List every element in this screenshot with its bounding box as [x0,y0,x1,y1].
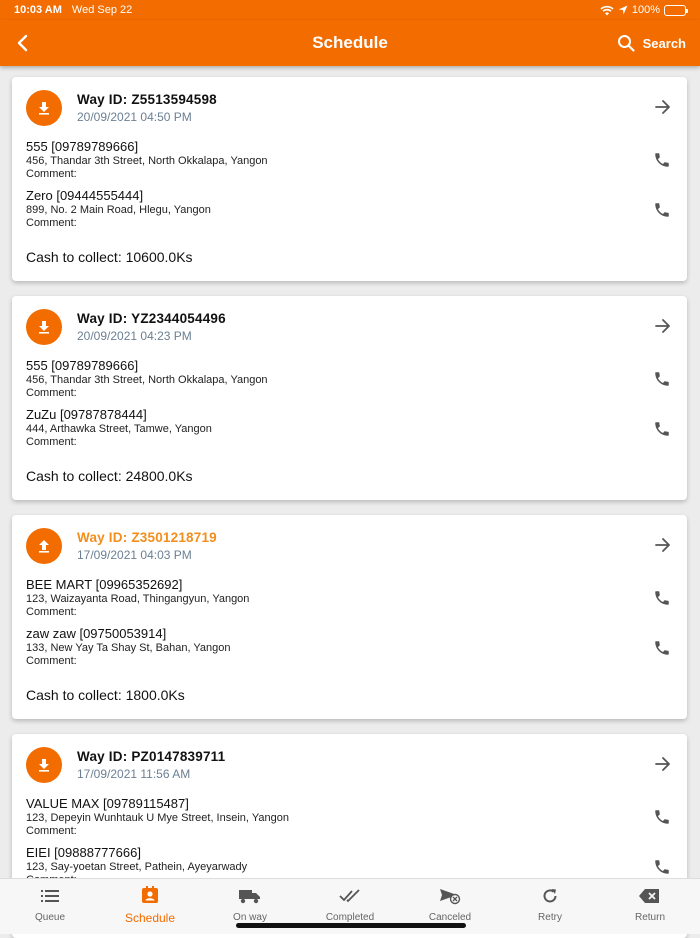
sender-info [26,796,626,837]
receiver-name: ZuZu [09787878444] [26,407,147,422]
receiver-name: zaw zaw [09750053914] [26,626,167,641]
schedule-list[interactable] [0,66,700,878]
wifi-icon [600,5,614,16]
phone-icon [653,201,671,219]
sender-name: BEE MART [09965352692] [26,577,183,592]
way-date: 17/09/2021 04:03 PM [77,548,192,562]
receiver-address: 123, Say-yoetan Street, Pathein, Ayeyarwady [26,861,248,873]
tab-return[interactable] [600,879,700,934]
sender-info [26,139,626,180]
call-receiver-button[interactable] [651,418,673,440]
phone-icon [653,420,671,438]
phone-icon [653,808,671,826]
open-detail-button[interactable] [651,752,675,776]
back-button[interactable] [0,20,44,66]
cash-to-collect: Cash to collect: 10600.0Ks [26,249,193,265]
sender-name: 555 [09789789666] [26,139,139,154]
receiver-info [26,188,626,229]
receiver-comment: Comment: [26,655,77,667]
home-indicator [236,923,466,928]
phone-icon [653,858,671,876]
sender-name: 555 [09789789666] [26,358,139,373]
location-icon [618,5,628,15]
sender-address: 456, Thandar 3th Street, North Okkalapa, Yangon [26,155,268,167]
tab-canceled-label: Canceled [428,912,472,923]
receiver-name: EIEI [09888777666] [26,845,141,860]
page-title: Schedule [312,33,388,52]
way-card[interactable] [12,515,687,719]
tab-queue-label: Queue [34,912,66,923]
download-icon [26,747,62,783]
way-date: 20/09/2021 04:50 PM [77,110,192,124]
arrow-right-icon [654,537,672,553]
way-id: Way ID: Z5513594598 [77,92,217,107]
receiver-comment: Comment: [26,217,77,229]
way-id: Way ID: YZ2344054496 [77,311,226,326]
canceled-icon [439,886,461,906]
retry-icon [539,886,561,906]
call-sender-button[interactable] [651,587,673,609]
search-icon [617,34,635,52]
sender-address: 123, Depeyin Wunhtauk U Mye Street, Insein, Yangon [26,812,289,824]
tab-retry-label: Retry [538,912,562,923]
open-detail-button[interactable] [651,314,675,338]
battery-icon [664,5,686,16]
way-card[interactable] [12,296,687,500]
way-id: Way ID: Z3501218719 [77,530,217,545]
receiver-info [26,407,626,448]
tab-queue[interactable] [0,879,100,934]
return-icon [639,886,661,906]
schedule-icon [139,885,161,905]
sender-comment: Comment: [26,168,77,180]
phone-icon [653,639,671,657]
open-detail-button[interactable] [651,533,675,557]
open-detail-button[interactable] [651,95,675,119]
call-sender-button[interactable] [651,149,673,171]
chevron-left-icon [15,34,29,52]
tab-schedule-label: Schedule [124,911,176,925]
tab-schedule[interactable] [100,879,200,934]
download-icon [26,309,62,345]
phone-icon [653,151,671,169]
call-receiver-button[interactable] [651,637,673,659]
call-receiver-button[interactable] [651,856,673,878]
search-label: Search [642,35,686,51]
receiver-comment: Comment: [26,436,77,448]
sender-comment: Comment: [26,825,77,837]
call-sender-button[interactable] [651,368,673,390]
status-bar [0,0,700,20]
sender-address: 123, Waizayanta Road, Thingangyun, Yangon [26,593,250,605]
way-id: Way ID: PZ0147839711 [77,749,226,764]
cash-to-collect: Cash to collect: 24800.0Ks [26,468,193,484]
phone-icon [653,370,671,388]
download-icon [26,90,62,126]
list-icon [39,886,61,906]
receiver-info [26,626,626,667]
sender-address: 456, Thandar 3th Street, North Okkalapa, Yangon [26,374,268,386]
receiver-address: 133, New Yay Ta Shay St, Bahan, Yangon [26,642,231,654]
sender-name: VALUE MAX [09789115487] [26,796,189,811]
sender-comment: Comment: [26,606,77,618]
search-button[interactable] [617,34,686,52]
sender-info [26,358,626,399]
cash-to-collect: Cash to collect: 1800.0Ks [26,687,185,703]
upload-icon [26,528,62,564]
tab-on-way-label: On way [233,912,267,923]
sender-info [26,577,626,618]
arrow-right-icon [654,318,672,334]
call-receiver-button[interactable] [651,199,673,221]
way-date: 17/09/2021 11:56 AM [77,767,191,781]
receiver-address: 444, Arthawka Street, Tamwe, Yangon [26,423,212,435]
arrow-right-icon [654,99,672,115]
arrow-right-icon [654,756,672,772]
tab-return-label: Return [634,912,665,923]
sender-comment: Comment: [26,387,77,399]
tab-retry[interactable] [500,879,600,934]
battery-percent: 100% [631,4,660,16]
receiver-address: 899, No. 2 Main Road, Hlegu, Yangon [26,204,211,216]
status-time: 10:03 AM [14,4,62,16]
call-sender-button[interactable] [651,806,673,828]
tab-completed-label: Completed [325,912,375,923]
way-card[interactable] [12,77,687,281]
phone-icon [653,589,671,607]
app-bar [0,20,700,66]
receiver-name: Zero [09444555444] [26,188,144,203]
status-date: Wed Sep 22 [71,4,133,16]
double-check-icon [339,886,361,906]
way-date: 20/09/2021 04:23 PM [77,329,192,343]
truck-icon [239,886,261,906]
